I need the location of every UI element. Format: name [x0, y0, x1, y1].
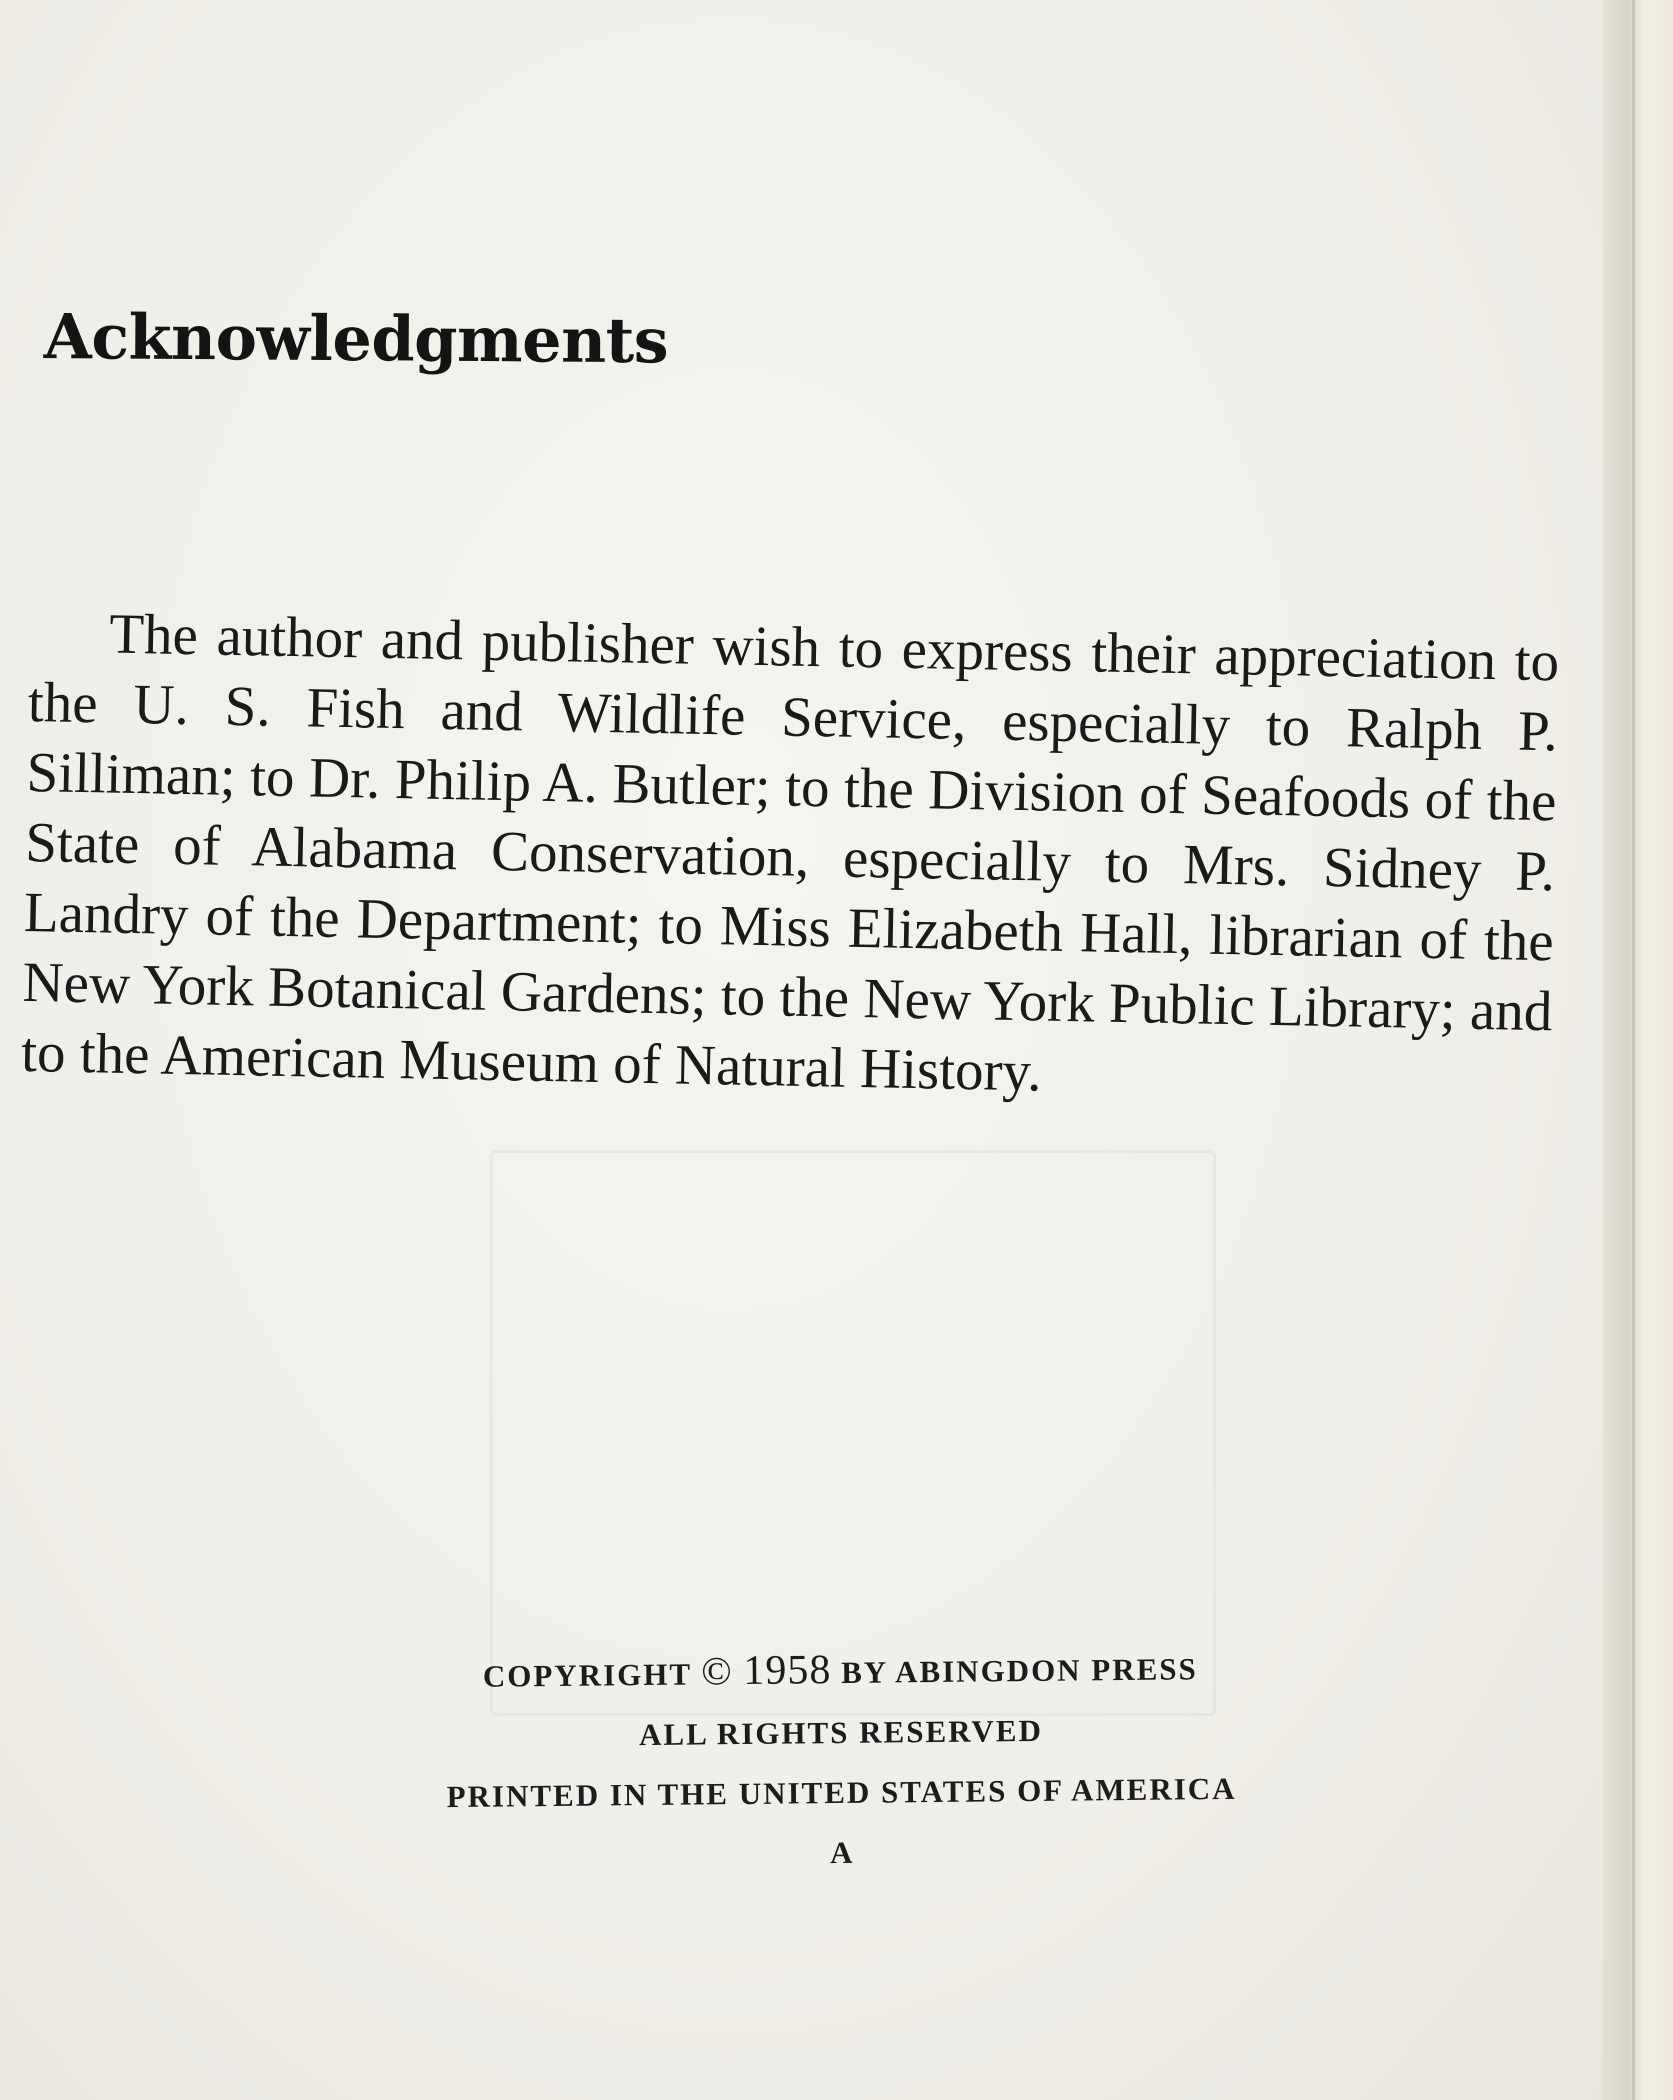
acknowledgment-paragraph: The author and publisher wish to express their appreciation to the U. S. Fish and Wildlife Service, especially to Ralph P. Silliman; to Dr. Philip A. Butler; to the Division of Seafoods of the State of Alabama Conservation, especially to Mrs. Sidney P. Landry of the Department; to Miss Elizabeth Hall, librarian of the New York Botanical Gardens; to the New York Public Library; and to the American Museum of Natural History. [20, 602, 1560, 1104]
copyright-prefix: COPYRIGHT [482, 1656, 692, 1694]
copyright-line [320, 1635, 1361, 1709]
show-through-illustration [490, 1150, 1216, 1716]
rights-reserved-line: ALL RIGHTS RESERVED [638, 1712, 1044, 1753]
binding-gutter-line [1632, 0, 1635, 2100]
copyright-notice [320, 1635, 1362, 1889]
edition-letter: A [829, 1834, 855, 1871]
book-binding-edge [1603, 0, 1673, 2100]
printed-in-line: PRINTED IN THE UNITED STATES OF AMERICA [446, 1770, 1237, 1815]
page-heading: Acknowledgments [43, 300, 669, 378]
copyright-year: 1958 [743, 1647, 832, 1695]
copyright-symbol: © [700, 1648, 734, 1694]
copyright-publisher: BY ABINGDON PRESS [840, 1651, 1198, 1690]
